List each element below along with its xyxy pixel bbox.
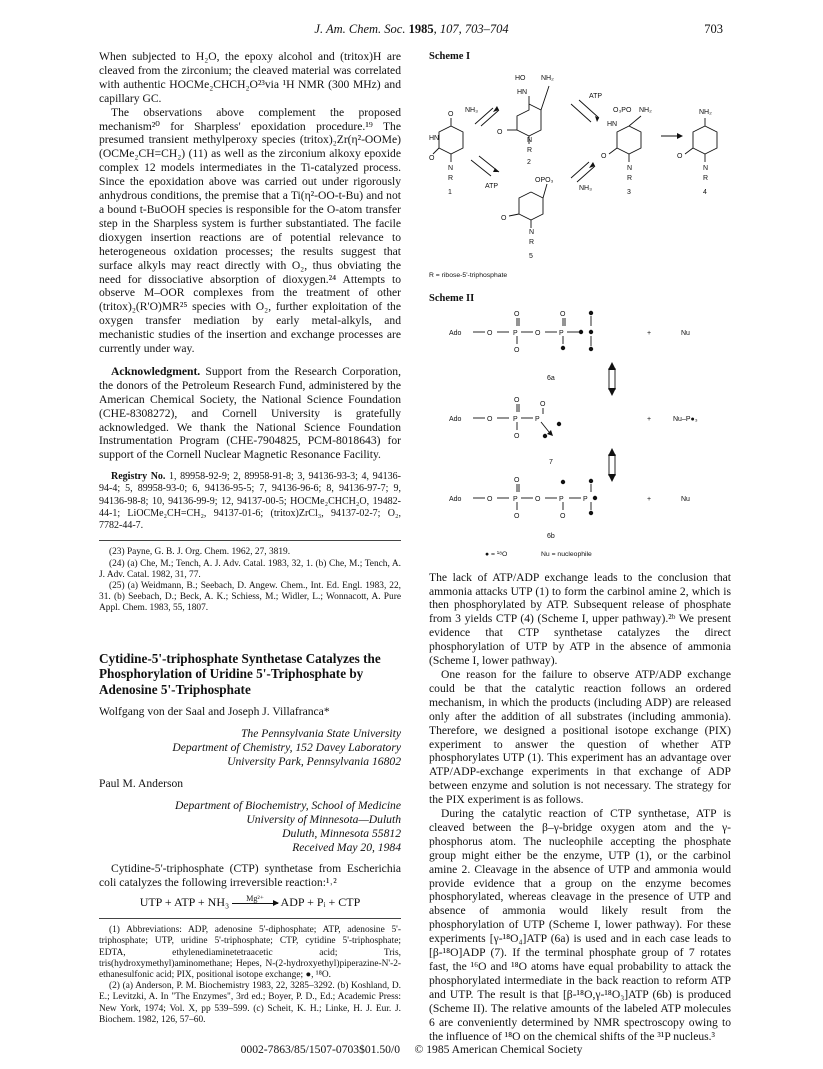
running-header — [0, 22, 823, 37]
scheme-label: P — [513, 495, 518, 503]
footnote: (24) (a) Che, M.; Tench, A. J. Adv. Catal. 1983, 32, 1. (b) Che, M.; Tench, A. J. Adv. Catal. 1982, 31, 77. — [99, 558, 401, 580]
scheme-2-heading: Scheme II — [429, 292, 475, 304]
scheme-label: O — [677, 152, 683, 160]
registry-text: 1, 89958-92-9; 2, 89958-91-8; 3, 94136-93-3; 4, 94136-94-4; 5, 89958-93-0; 6, 94136-95-5; 7, 94136-96-6; 8, 94136-97-7; 9, 94136-98-8; 10, 94136-99-9; 12, 94137-00-5; HOCMe₂CHCH₂O, 19482-44-1; LiOCMe₂CH=CH₂, 94137-01-6; (tritox)ZrCl₃, 94137-02-7; O₂, 7782-44-7. — [99, 471, 401, 532]
scheme-label: Nu–P●₃ — [673, 415, 698, 423]
scheme-label: + — [647, 495, 652, 503]
scheme-label: OPO₃ — [535, 176, 554, 184]
scheme-label: P — [559, 495, 564, 503]
scheme-label: N — [448, 164, 454, 172]
footnote: (1) Abbreviations: ADP, adenosine 5'-diphosphate; ATP, adenosine 5'-triphosphate; UTP, uridine 5'-triphosphate; CTP, cytidine 5'-triphosphate; EDTA, ethylenediaminetetraacetic acid; Tris, tris(hydroxymethyl)aminomethane; Hepes, N-(2-hydroxyethyl)piperazine-N'-2-ethanesulfonic acid; PIX, positional isotope exchange; ●, ¹⁸O. — [99, 925, 401, 980]
footnote-rule — [99, 918, 401, 919]
scheme-label: ATP — [485, 182, 499, 190]
equation-reactants: UTP + ATP + NH₃ — [139, 895, 230, 910]
right-column — [429, 50, 731, 1043]
body-paragraph: The observations above complement the proposed mechanism²⁰ for Sharpless' epoxidation procedure.¹⁹ The presumed transient methylperoxy species (tritox)₂Zr(η²-OOMe)(OCMe₂CH=CH₂) (11) as well as the zirconium alkoxy epoxide complex 12 models intermediates in the Ti-catalyzed process. Since the epoxidation above was carried out under rigorously anhydrous conditions, the premise that a Ti(η²-OO-t-Bu) and not a bound t-BuOOH species is responsible for the O-atom transfer step in the Sharpless system is further substantiated. The facile dioxygen insertion reactions are of potential relevance to heterogeneous oxidation processes; the results suggest that surface alkyls may react directly with O₂, thus obviating the need for dissociative absorption of dioxygen.²⁴ Attempts to observe M–OOR complexes from the treatment of other (tritox)₂(R'O)MR²⁵ species with O₂, further exploitation of the oxygen transfer mediation by early metal-alkyls, and mechanistic studies of the insertion and exchange processes are currently under way. — [99, 105, 401, 356]
scheme-label: O — [487, 495, 493, 503]
scheme-2-diagram — [429, 306, 731, 564]
affiliation-line: The Pennsylvania State University — [240, 727, 401, 741]
article-title: Cytidine-5'-triphosphate Synthetase Catalyzes the Phosphorylation of Uridine 5'-Triphosphate by Adenosine 5'-Triphosphate — [99, 650, 381, 697]
scheme-label: HO — [515, 74, 526, 82]
author-line: Wolfgang von der Saal and Joseph J. Villafranca* — [99, 705, 330, 719]
footnote: (23) Payne, G. B. J. Org. Chem. 1962, 27, 3819. — [109, 547, 291, 558]
scheme-label: O — [535, 495, 541, 503]
equation-catalyst: Mg²⁺ — [246, 894, 264, 904]
equation-products: ADP + Pᵢ + CTP — [280, 895, 361, 910]
scheme-label: O₃PO — [613, 106, 632, 114]
compound-number: 5 — [529, 252, 533, 260]
registry-label: Registry No. — [111, 471, 166, 483]
scheme-1-diagram — [429, 64, 731, 282]
footnote-rule — [99, 540, 401, 541]
scheme-label: HN — [429, 134, 440, 142]
page-footer — [0, 1043, 823, 1056]
acknowledgment-text: Support from the Research Corporation, the donors of the Petroleum Research Fund, administered by the American Chemical Society, the National Science Foundation (CHE-8308272), and Cornell University is gratefully acknowledged. We thank the National Science Foundation Instrumentation Program (CHE-7904825, PCM-8018643) for support of the Cornell Nuclear Magnetic Resonance Facility. — [99, 364, 401, 462]
scheme-label: R — [527, 146, 533, 154]
affiliation-2 — [99, 799, 401, 855]
scheme-label: O — [560, 310, 566, 318]
body-paragraph: During the catalytic reaction of CTP synthetase, ATP is cleaved between the β–γ-bridge oxygen atom and the γ-phosphorus atom. The nucleophile accepting the phosphate group might either be the enzyme, UTP (1), or the carbinol amine 2. Cleavage in the absence of UTP and ammonia would provide evidence that a group on the enzyme becomes phosphorylated, whereas cleavage in the presence of UTP and absence of ammonia would likely result from the phosphorylation of UTP (Scheme I, lower pathway). For these experiments [γ-¹⁸O₄]ATP (6a) is used and in each case leads to [β-¹⁸O]ADP (7). If the terminal phosphate group of 7 rotates fast, the ¹⁶O and ¹⁸O atoms have equal probability to attack the phosphorylated intermediate in the back reaction to reform ATP and UTP. The result is that [β-¹⁸O,γ-¹⁸O₃]ATP (6b) is produced (Scheme II). The relative amounts of the labeled ATP molecules 6 are conveniently determined by NMR spectroscopy owing to the influence of ¹⁸O on the chemical shifts of the ³¹P nucleus.³ — [429, 807, 731, 1043]
scheme-label: NH₃ — [579, 184, 592, 192]
scheme-1-heading: Scheme I — [429, 51, 471, 62]
acknowledgment — [99, 365, 401, 462]
journal-year: 1985 — [408, 22, 434, 36]
scheme-label: O — [487, 329, 493, 337]
scheme-label: R — [448, 174, 454, 182]
scheme-label: N — [529, 228, 535, 236]
scheme-label: Nu — [681, 329, 690, 337]
scheme-label: O — [601, 152, 607, 160]
scheme-legend: ● = ¹⁸O — [485, 550, 508, 558]
footnote: (25) (a) Weidmann, B.; Seebach, D. Angew. Chem., Int. Ed. Engl. 1983, 22, 31. (b) Seebach, D.; Beck, A. K.; Schiess, M.; Widler, L.; Wonnacott, A. Pure Appl. Chem. 1983, 55, 1807. — [99, 580, 401, 614]
scheme-label: O — [514, 512, 520, 520]
affiliation-line: University Park, Pennsylvania 16802 — [227, 755, 401, 769]
scheme-label: Ado — [449, 415, 462, 423]
body-paragraph: When subjected to H₂O, the epoxy alcohol and (tritox)H are cleaved from the zirconium; the cleaved material was correlated with authentic HOCMe₂CHCH₂O²³via ¹H NMR (300 MHz) and capillary GC. — [99, 50, 401, 105]
scheme-label: O — [514, 432, 520, 440]
affiliation-line: Duluth, Minnesota 55812 — [282, 826, 401, 840]
scheme-label: ATP — [589, 92, 603, 100]
scheme-label: Ado — [449, 495, 462, 503]
scheme-label: P — [513, 329, 518, 337]
scheme-label: O — [429, 154, 435, 162]
scheme-label: O — [514, 310, 520, 318]
left-column — [99, 50, 401, 1026]
body-paragraph: The lack of ATP/ADP exchange leads to the conclusion that ammonia attacks UTP (1) to form the carbinol amine 2, which is then phosphorylated by ATP. Subsequent release of phosphate from 3 yields CTP (4) (Scheme I, upper pathway).²ᵇ We present evidence that CTP synthetase catalyzes the direct phosphorylation of UTP by ATP in the absence of ammonia (Scheme I, lower pathway). — [429, 570, 731, 668]
scheme-label: NH₂ — [639, 106, 652, 114]
scheme-label: HN — [607, 120, 618, 128]
copyright: © 1985 American Chemical Society — [414, 1043, 583, 1056]
reaction-arrow — [232, 894, 278, 904]
journal-name: J. Am. Chem. Soc. — [314, 22, 406, 36]
scheme-label: O — [487, 415, 493, 423]
author-line: Paul M. Anderson — [99, 776, 184, 790]
compound-number: 7 — [549, 458, 553, 466]
scheme-legend: Nu = nucleophile — [541, 550, 592, 558]
scheme-label: O — [560, 512, 566, 520]
scheme-label: R — [627, 174, 633, 182]
scheme-label: N — [527, 136, 533, 144]
journal-volume-pages: , 107, 703–704 — [433, 22, 509, 36]
acknowledgment-label: Acknowledgment. — [111, 364, 201, 378]
affiliation-line: Department of Chemistry, 152 Davey Laboratory — [172, 741, 401, 755]
scheme-label: O — [540, 400, 546, 408]
scheme-label: O — [501, 214, 507, 222]
scheme-label: HN — [517, 88, 528, 96]
scheme-label: P — [583, 495, 588, 503]
scheme-label: R — [703, 174, 709, 182]
oxygen-18-dots — [543, 311, 597, 515]
scheme-label: P — [559, 329, 564, 337]
scheme-caption: R = ribose-5'-triphosphate — [429, 271, 508, 279]
registry-numbers — [99, 471, 401, 532]
affiliation-line: Department of Biochemistry, School of Medicine — [174, 798, 401, 812]
scheme-label: O — [497, 128, 503, 136]
scheme-label: O — [514, 396, 520, 404]
scheme-label: O — [514, 476, 520, 484]
affiliation-1 — [99, 727, 401, 769]
scheme-label: NH₂ — [541, 74, 554, 82]
scheme-label: NH₃ — [465, 106, 478, 114]
intro-paragraph: Cytidine-5'-triphosphate (CTP) synthetase from Escherichia coli catalyzes the following irreversible reaction:¹˒² — [99, 862, 401, 890]
compound-number: 6b — [547, 532, 555, 540]
compound-number: 6a — [547, 374, 555, 382]
scheme-label: O — [535, 329, 541, 337]
body-paragraph: One reason for the failure to observe ATP/ADP exchange could be that the catalytic reaction follows an ordered mechanism, in which the products (including ADP) are released only after the addition of all substrates (including ammonia). Therefore, we designed a positional isotope exchange (PIX) experiment to answer the question of whether ATP phosphorylates UTP (1). This experiment has an advantage over ATP/ADP-exchange experiments in that exchange of ADP between enzyme and solution is not necessary. The strategy for the PIX experiment is as follows. — [429, 667, 731, 807]
scheme-label: + — [647, 329, 652, 337]
scheme-label: N — [703, 164, 709, 172]
scheme-label: Ado — [449, 329, 462, 337]
scheme-label: Nu — [681, 495, 690, 503]
compound-number: 2 — [527, 158, 531, 166]
compound-number: 3 — [627, 188, 631, 196]
received-date: Received May 20, 1984 — [292, 840, 401, 854]
affiliation-line: University of Minnesota—Duluth — [246, 812, 401, 826]
scheme-label: NH₂ — [699, 108, 712, 116]
scheme-label: O — [448, 110, 454, 118]
scheme-label: P — [535, 415, 540, 423]
scheme-label: + — [647, 415, 652, 423]
compound-number: 4 — [703, 188, 707, 196]
scheme-label: N — [627, 164, 633, 172]
scheme-label: P — [513, 415, 518, 423]
reaction-equation — [99, 896, 401, 910]
scheme-label: O — [514, 346, 520, 354]
footnote: (2) (a) Anderson, P. M. Biochemistry 1983, 22, 3285–3292. (b) Koshland, D. E.; Levitzki, A. In "The Enzymes", 3rd ed.; Boyer, P. D., Ed.; Academic Press: New York, 1974; Vol. X, pp 539–599. (c) Scheit, K. H.; Linke, H. J. Eur. J. Biochem. 1982, 126, 57–60. — [99, 981, 401, 1025]
article-code: 0002-7863/85/1507-0703$01.50/0 — [240, 1043, 401, 1056]
scheme-label: R — [529, 238, 535, 246]
page-number: 703 — [704, 22, 723, 36]
compound-number: 1 — [448, 188, 452, 196]
